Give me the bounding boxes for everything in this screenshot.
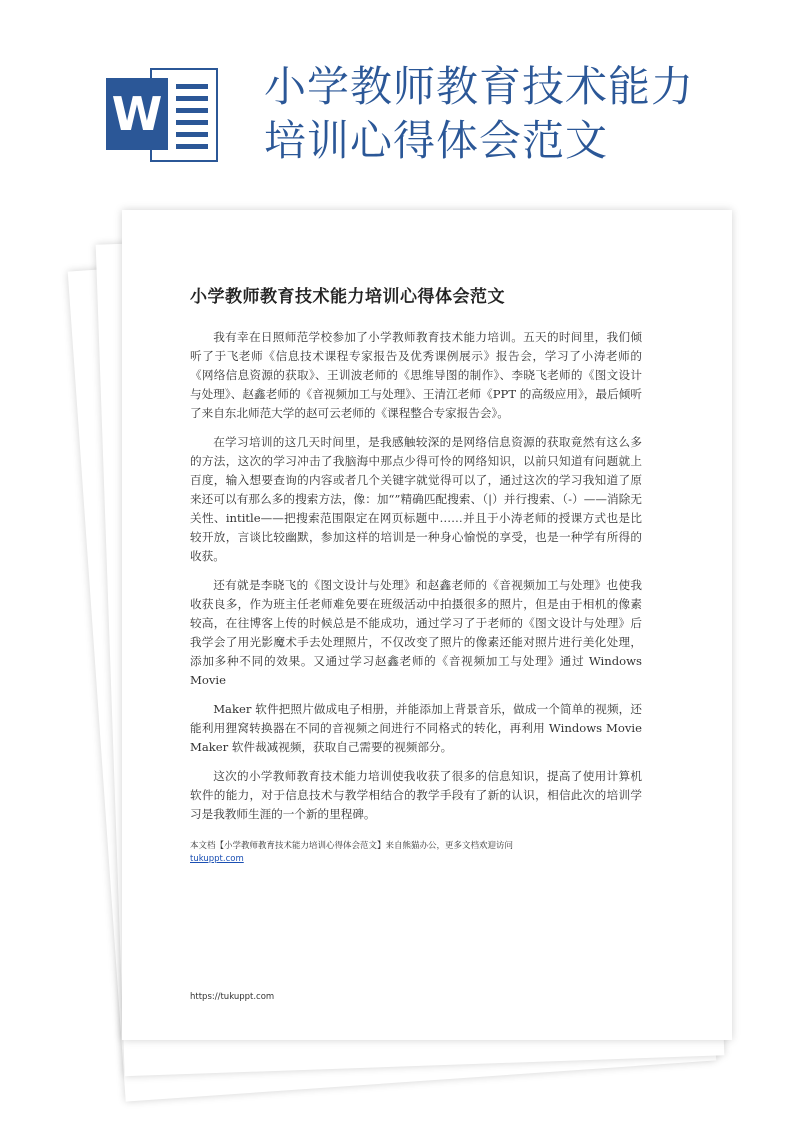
page-title: [264, 60, 764, 168]
paragraph-1: 我有幸在日照师范学校参加了小学教师教育技术能力培训。五天的时间里，我们倾听了于飞老师《信息技术课程专家报告及优秀课例展示》报告会，学习了小涛老师的《网络信息资源的获取》、王训波老师的《思维导图的制作》、李晓飞老师的《图文设计与处理》、赵鑫老师的《音视频加工与处理》、王清江老师《PPT 的高级应用》，最后倾听了来自东北师范大学的赵可云老师的《课程整合专家报告会》。: [190, 330, 642, 420]
source-link[interactable]: tukuppt.com: [190, 854, 244, 864]
source-note-text: 本文档【小学教师教育技术能力培训心得体会范文】来自熊猫办公，更多文档欢迎访问: [190, 841, 514, 851]
document-title: 小学教师教育技术能力培训心得体会范文: [190, 287, 505, 307]
paragraph-2: 在学习培训的这几天时间里，是我感触较深的是网络信息资源的获取竟然有这么多的方法，这次的学习冲击了我脑海中那点少得可怜的网络知识，以前只知道有问题就上百度，输入想要查询的内容或者几个关键字就觉得可以了，通过这次的学习我知道了原来还可以有那么多的搜索方法，像：加“”精确匹配搜索、（|）并行搜索、（-）——消除无关性、intitle——把搜索范围限定在网页标题中……并且于小涛老师的授课方式也是比较开放，言谈比较幽默，参加这样的培训是一种身心愉悦的享受，也是一种学有所得的收获。: [190, 435, 642, 563]
paragraph-5: 这次的小学教师教育技术能力培训使我收获了很多的信息知识，提高了使用计算机软件的能力，对于信息技术与教学相结合的教学手段有了新的认识，相信此次的培训学习是我教师生涯的一个新的里程碑。: [190, 769, 642, 821]
document-body: [190, 328, 642, 834]
paragraph-4: Maker 软件把照片做成电子相册，并能添加上背景音乐，做成一个简单的视频，还能利用狸窝转换器在不同的音视频之间进行不同格式的转化，再利用 Windows Movie Maker 软件裁减视频，获取自己需要的视频部分。: [190, 702, 642, 754]
word-logo-icon: [106, 68, 218, 162]
word-badge: W: [106, 78, 168, 150]
paragraph-3: 还有就是李晓飞的《图文设计与处理》和赵鑫老师的《音视频加工与处理》也使我收获良多，作为班主任老师难免要在班级活动中拍摄很多的照片，但是由于相机的像素较高，在往博客上传的时候总是不能成功，通过学习了于老师的《图文设计与处理》后我学会了用光影魔术手去处理照片，不仅改变了照片的像素还能对照片进行美化处理，添加多种不同的效果。又通过学习赵鑫老师的《音视频加工与处理》通过 Windows Movie: [190, 578, 642, 687]
page-url[interactable]: https://tukuppt.com: [190, 992, 275, 1002]
page-title-line2: 培训心得体会范文: [264, 116, 609, 165]
source-note: [190, 840, 650, 866]
page-title-line1: 小学教师教育技术能力: [264, 62, 695, 111]
